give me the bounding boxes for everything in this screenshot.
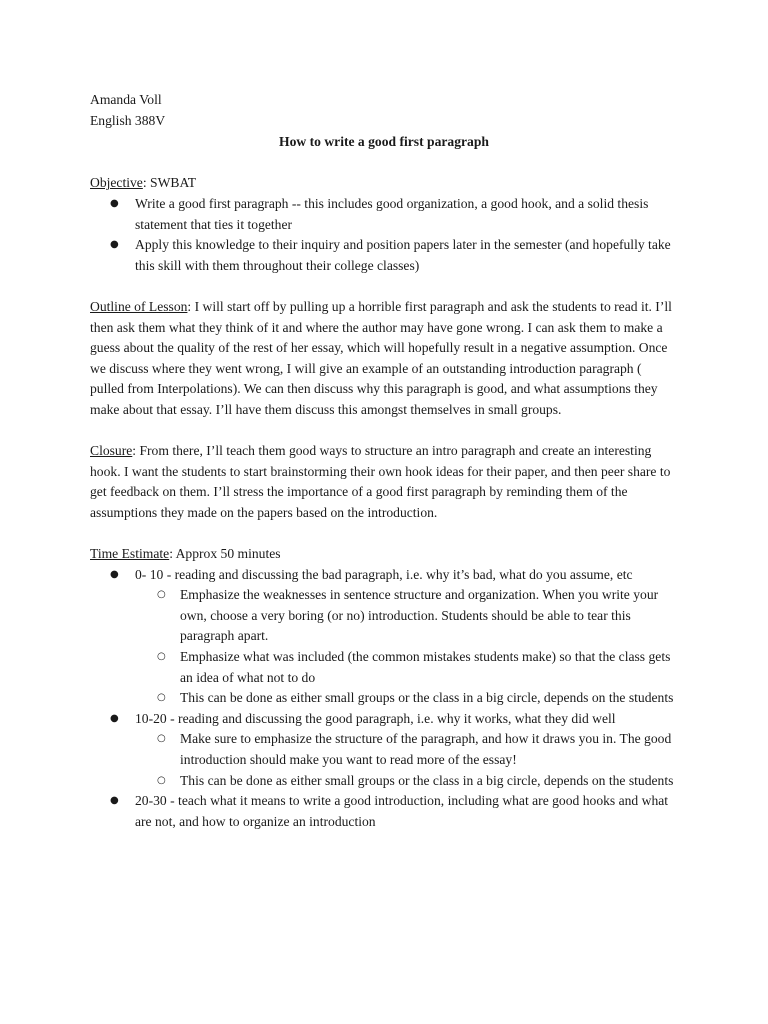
list-item-text: 10-20 - reading and discussing the good paragraph, i.e. why it works, what they did well bbox=[135, 710, 616, 726]
closure-label: Closure bbox=[90, 443, 133, 459]
list-item-text: 0- 10 - reading and discussing the bad paragraph, i.e. why it’s bad, what do you assume, etc bbox=[135, 566, 633, 582]
list-item: ● Apply this knowledge to their inquiry and position papers later in the semester (and hopefully take this skill with them throughout their college classes) bbox=[90, 235, 678, 276]
outline-paragraph bbox=[90, 297, 678, 421]
objective-text: : SWBAT bbox=[142, 175, 197, 191]
time-estimate-text: : Approx 50 minutes bbox=[169, 546, 281, 562]
list-item-text: 20-30 - teach what it means to write a good introduction, including what are good hooks and what are not, and how to organize an introduction bbox=[135, 793, 669, 829]
objective-heading bbox=[90, 173, 678, 194]
time-estimate-label: Time Estimate bbox=[90, 546, 170, 562]
sub-list-item: ○ Emphasize what was included (the common mistakes students make) so that the class gets an idea of what not to do bbox=[135, 647, 678, 688]
list-item bbox=[90, 709, 678, 791]
sub-list-item: ○ This can be done as either small groups or the class in a big circle, depends on the students bbox=[135, 771, 678, 792]
time-estimate-heading bbox=[90, 544, 678, 565]
sub-list-item: ○ Emphasize the weaknesses in sentence structure and organization. When you write your own, choose a very boring (or no) introduction. Students should be able to tear this paragraph apart. bbox=[135, 585, 678, 647]
author-name: Amanda Voll bbox=[90, 92, 162, 107]
course-name: English 388V bbox=[90, 112, 166, 128]
closure-text: : From there, I’ll teach them good ways to structure an intro paragraph and create an interesting hook. I want the students to start brainstorming their own hook ideas for their paper, and then peer share to get feedback on them. I’ll stress the importance of a good first paragraph by reminding them of the assumptions they made on the papers based on the introduction. bbox=[90, 443, 671, 520]
sub-list-item: ○ Make sure to emphasize the structure of the paragraph, and how it draws you in. The good introduction should make you want to read more of the essay! bbox=[135, 729, 678, 770]
list-item bbox=[90, 791, 678, 832]
sub-list-item: ○ This can be done as either small groups or the class in a big circle, depends on the students bbox=[135, 688, 678, 709]
outline-text: : I will start off by pulling up a horrible first paragraph and ask the students to read it. I’ll then ask them what they think of it and where the author may have gone wrong. I can ask them to make a guess about the quality of the rest of her essay, which will hopefully result in a negative assumption. Once we discuss where they went wrong, I will give an example of an outstanding introduction paragraph ( pulled from Interpolations). We can then discuss why this paragraph is good, and what assumptions they make about that essay. I’ll have them discuss this amongst themselves in small groups. bbox=[90, 298, 672, 417]
objective-label: Objective bbox=[90, 175, 143, 191]
sub-list bbox=[90, 585, 678, 709]
closure-paragraph bbox=[90, 441, 678, 523]
objective-list bbox=[90, 194, 678, 276]
time-estimate-list bbox=[90, 565, 678, 833]
outline-label: Outline of Lesson bbox=[90, 298, 188, 314]
document-title: How to write a good first paragraph bbox=[279, 134, 489, 150]
sub-list bbox=[90, 729, 678, 791]
list-item: ● Write a good first paragraph -- this includes good organization, a good hook, and a solid thesis statement that ties it together bbox=[90, 194, 678, 235]
list-item bbox=[90, 565, 678, 709]
